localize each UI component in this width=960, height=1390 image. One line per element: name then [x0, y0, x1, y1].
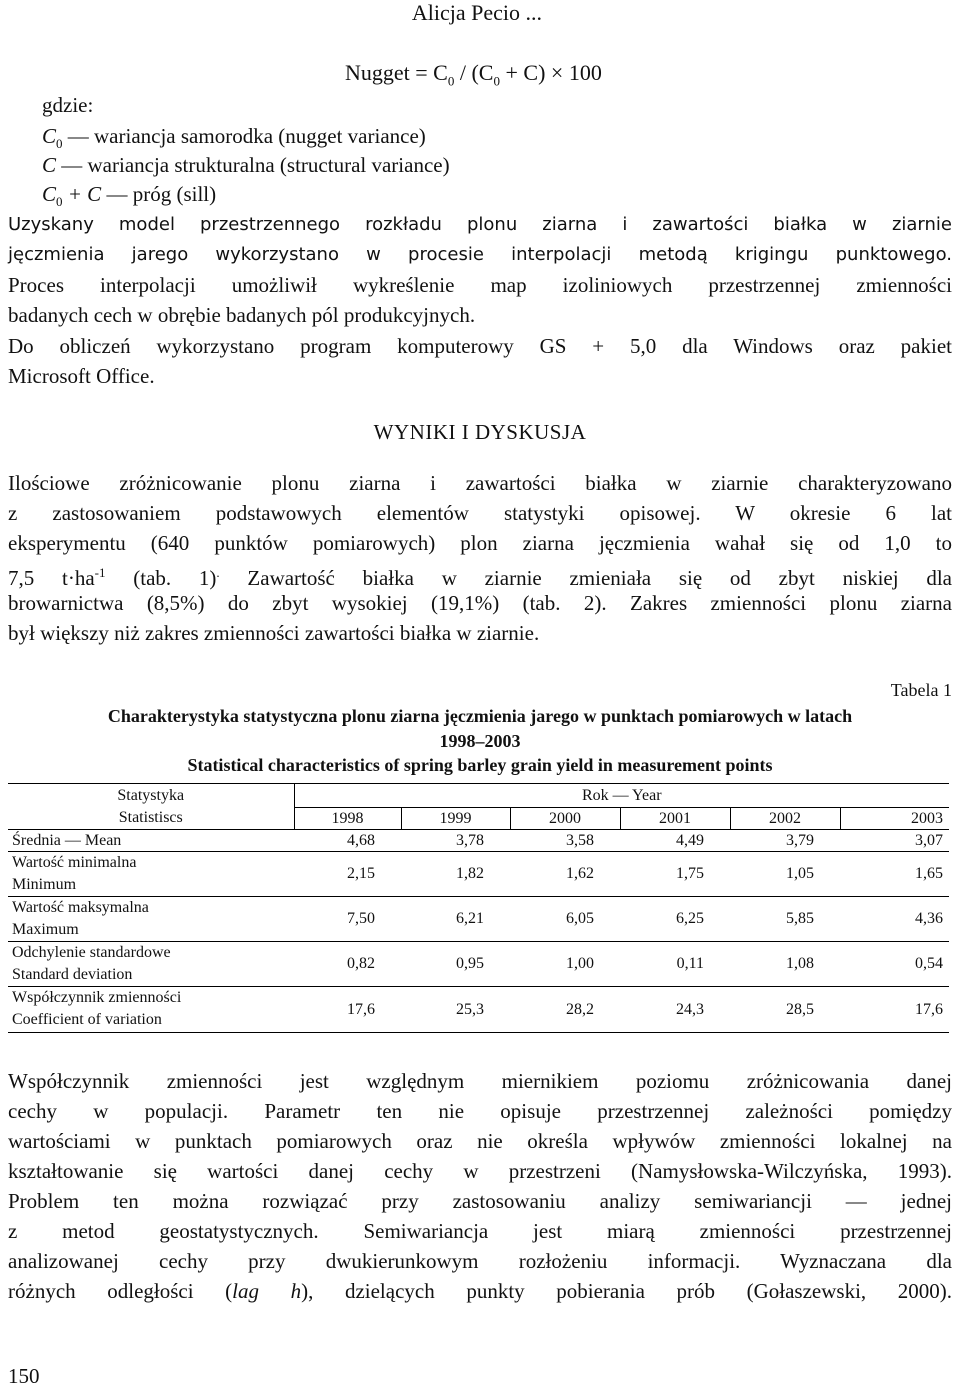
- definition-subscript: 0: [56, 136, 63, 152]
- year-cell: 1999: [401, 808, 510, 830]
- definition-text: — wariancja strukturalna (structural variance): [56, 153, 450, 177]
- running-head: Alicja Pecio ...: [411, 0, 542, 25]
- year-cell: 1998: [294, 808, 401, 830]
- table-label: Tabela 1: [890, 680, 952, 700]
- year-cell: 2001: [620, 808, 730, 830]
- row-label-pl: Współczynnik zmienności: [12, 989, 182, 1006]
- formula-mid: / (C: [454, 60, 494, 85]
- text-span: ha: [74, 566, 95, 590]
- row-label: [8, 942, 294, 987]
- year-cell: 2003: [840, 808, 949, 830]
- formula-sub-1: 0: [447, 73, 455, 89]
- definition-symbol: C: [42, 182, 57, 206]
- paragraph-line: badanych cech w obrębie badanych pól produkcyjnych.: [8, 303, 476, 327]
- table-row: [8, 830, 949, 852]
- definitions-intro: gdzie:: [42, 93, 94, 117]
- paragraph-line: z metod geostatystycznych. Semiwariancja jest miarą zmienności przestrzennej: [8, 1219, 952, 1243]
- superscript: -1: [94, 565, 106, 580]
- row-label-en: Coefficient of variation: [12, 1011, 162, 1028]
- statistics-table: [8, 783, 949, 1033]
- value-cell: 24,3: [676, 1000, 704, 1018]
- paragraph-line: analizowanej cechy przy dwukierunkowym rozłożeniu informacji. Wyznaczana dla: [8, 1249, 952, 1273]
- value-cell: 6,21: [456, 910, 484, 927]
- definition-structural: [42, 153, 450, 178]
- paragraph-line: jęczmienia jarego wykorzystano w procesie interpolacji metodą krigingu punktowego.: [8, 244, 952, 265]
- paragraph-line: [8, 558, 952, 588]
- value-cell: 28,5: [786, 1000, 814, 1018]
- value-cell: 4,68: [347, 831, 375, 849]
- paragraph-line: Do obliczeń wykorzystano program komputerowy GS + 5,0 dla Windows oraz pakiet: [8, 334, 952, 358]
- formula-sub-2: 0: [493, 73, 500, 89]
- definition-text: — wariancja samorodka (nugget variance): [62, 124, 426, 148]
- table-title-pl: Charakterystyka statystyczna plonu ziarna jęczmienia jarego w punktach pomiarowych w latach: [107, 706, 853, 726]
- value-cell: 17,6: [347, 1000, 375, 1018]
- paragraph-software: [8, 331, 952, 391]
- formula-end: 100: [563, 60, 602, 85]
- value-cell: 1,65: [915, 865, 943, 882]
- table-row: [8, 942, 949, 987]
- value-cell: 25,3: [456, 1000, 484, 1018]
- value-cell: 7,50: [347, 910, 375, 927]
- header-label-en: Statistiscs: [118, 808, 183, 826]
- table-title-en: Statistical characteristics of spring barley grain yield in measurement points: [187, 755, 773, 775]
- value-cell: 2,15: [347, 865, 375, 882]
- value-cell: 1,08: [786, 955, 814, 972]
- definition-sill: [42, 182, 216, 210]
- row-label-pl: Odchylenie standardowe: [12, 944, 171, 961]
- row-label: [8, 897, 294, 942]
- paragraph-kriging: [8, 210, 952, 270]
- paragraph-results: [8, 468, 952, 648]
- row-label-pl: Wartość minimalna: [12, 854, 137, 871]
- header-year: Rok — Year: [294, 784, 949, 808]
- text-span: Zawartość białka w ziarnie zmieniała się od zbyt niskiej dla: [219, 566, 952, 590]
- year-cell: 2000: [510, 808, 620, 830]
- definition-subscript: 0: [56, 194, 63, 210]
- value-cell: 4,49: [676, 831, 704, 849]
- definition-symbol: C: [42, 153, 57, 177]
- text-span: ), dzielących punkty pobierania prób (Gołaszewski, 2000).: [301, 1279, 952, 1303]
- row-label-en: Standard deviation: [12, 966, 133, 983]
- paragraph-line: cechy w populacji. Parametr ten nie opisuje przestrzennej zależności pomiędzy: [8, 1099, 952, 1123]
- paragraph-line: Ilościowe zróżnicowanie plonu ziarna i zawartości białka w ziarnie charakteryzowano: [8, 471, 952, 495]
- table-header-row: [8, 784, 949, 808]
- value-cell: 3,78: [456, 831, 484, 849]
- nugget-formula: [345, 60, 602, 89]
- value-cell: 6,25: [676, 910, 704, 927]
- text-span: różnych odległości (: [8, 1279, 233, 1303]
- definition-symbol-extra: + C: [62, 182, 102, 206]
- value-cell: 0,54: [915, 955, 943, 972]
- value-cell: 1,62: [566, 865, 594, 882]
- row-label-pl: Wartość maksymalna: [12, 899, 149, 916]
- paragraph-line: był większy niż zakres zmienności zawartości białka w ziarnie.: [8, 621, 540, 645]
- table-row: [8, 852, 949, 897]
- paragraph-line: [8, 1276, 952, 1306]
- paragraph-line: Uzyskany model przestrzennego rozkładu plonu ziarna i zawartości białka w ziarnie: [8, 214, 952, 235]
- formula-rhs: + C): [499, 60, 551, 85]
- paragraph-interpolation: [8, 270, 952, 330]
- paragraph-line: wartościami w punktach pomiarowych oraz nie określa wpływów zmienności lokalnej na: [8, 1129, 952, 1153]
- value-cell: 0,95: [456, 955, 484, 972]
- times-symbol: ×: [550, 60, 564, 85]
- definition-nugget: [42, 124, 426, 152]
- row-label-en: Maximum: [12, 921, 79, 938]
- paragraph-line: kształtowanie się wartości danej cechy w przestrzeni (Namysłowska-Wilczyńska, 1993).: [8, 1159, 952, 1183]
- paragraph-line: eksperymentu (640 punktów pomiarowych) plon ziarna jęczmienia wahał się od 1,0 to: [8, 531, 952, 555]
- value-cell: 17,6: [915, 1000, 943, 1018]
- definition-text: — próg (sill): [101, 182, 217, 206]
- value-cell: 3,58: [566, 831, 594, 849]
- header-label-pl: Statystyka: [117, 786, 185, 804]
- year-cell: 2002: [730, 808, 840, 830]
- text-span: 7,5 t: [8, 566, 68, 590]
- paragraph-line: browarnictwa (8,5%) do zbyt wysokiej (19,1%) (tab. 2). Zakres zmienności plonu ziarna: [8, 591, 952, 615]
- value-cell: 28,2: [566, 1000, 594, 1018]
- italic-term: lag h: [232, 1279, 302, 1303]
- paragraph-line: Microsoft Office.: [8, 364, 155, 388]
- table-title-years: 1998–2003: [439, 731, 521, 751]
- paragraph-semivariance: [8, 1066, 952, 1306]
- row-label: [8, 852, 294, 897]
- value-cell: 6,05: [566, 910, 594, 927]
- paragraph-line: Problem ten można rozwiązać przy zastosowaniu analizy semiwariancji — jednej: [8, 1189, 952, 1213]
- value-cell: 0,11: [676, 955, 704, 972]
- paragraph-line: z zastosowaniem podstawowych elementów statystyki opisowej. W okresie 6 lat: [8, 501, 952, 525]
- formula-lhs: Nugget = C: [345, 60, 448, 85]
- section-title: WYNIKI I DYSKUSJA: [373, 420, 587, 444]
- value-cell: 1,00: [566, 955, 594, 972]
- superscript: .: [216, 565, 220, 580]
- value-cell: 4,36: [915, 910, 943, 927]
- row-label: [8, 987, 294, 1033]
- value-cell: 1,82: [456, 865, 484, 882]
- text-span: (tab. 1): [105, 566, 217, 590]
- value-cell: 3,07: [915, 831, 943, 849]
- value-cell: 3,79: [786, 831, 814, 849]
- paragraph-line: Współczynnik zmienności jest względnym miernikiem poziomu zróżnicowania danej: [8, 1069, 952, 1093]
- middle-dot: ·: [67, 566, 75, 590]
- row-label: Średnia — Mean: [12, 831, 122, 849]
- header-statistics: [8, 784, 294, 830]
- value-cell: 0,82: [347, 955, 375, 972]
- table-row: [8, 897, 949, 942]
- value-cell: 1,75: [676, 865, 704, 882]
- row-label-en: Minimum: [12, 876, 77, 893]
- table-row: [8, 987, 949, 1033]
- definition-symbol: C: [42, 124, 57, 148]
- value-cell: 5,85: [786, 910, 814, 927]
- paragraph-line: Proces interpolacji umożliwił wykreślenie map izoliniowych przestrzennej zmienności: [8, 273, 952, 297]
- page-number: 150: [8, 1364, 40, 1388]
- value-cell: 1,05: [786, 865, 814, 882]
